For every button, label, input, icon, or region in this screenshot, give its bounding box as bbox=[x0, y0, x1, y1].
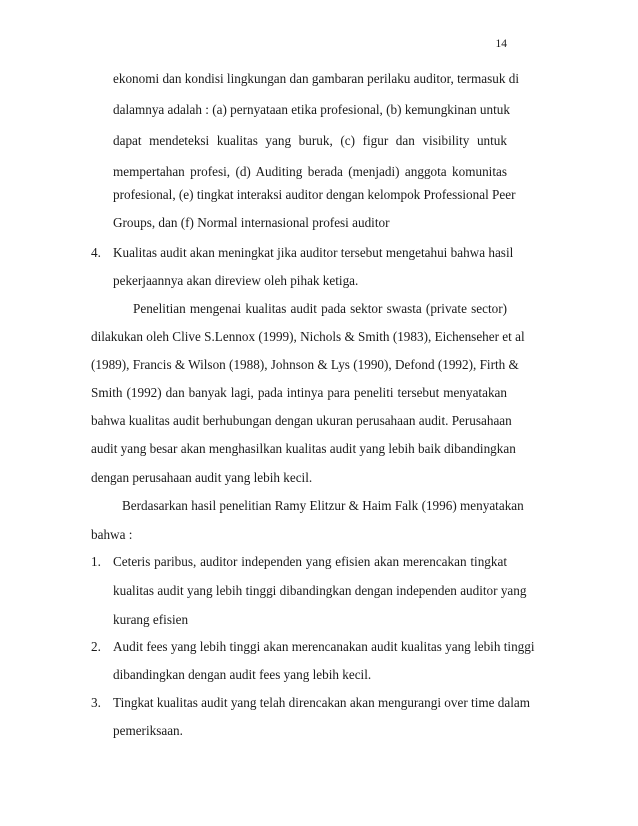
paragraph-line: Berdasarkan hasil penelitian Ramy Elitzur & Haim Falk (1996) menyatakan bbox=[122, 498, 524, 513]
paragraph-line: Smith (1992) dan banyak lagi, pada intinya para peneliti tersebut menyatakan bbox=[91, 385, 507, 400]
list-item-line: kurang efisien bbox=[113, 612, 189, 627]
continuation-line: Groups, dan (f) Normal internasional profesi auditor bbox=[113, 215, 390, 230]
paragraph-line: bahwa : bbox=[91, 527, 133, 542]
paragraph-line: dengan perusahaan audit yang lebih kecil. bbox=[91, 470, 313, 485]
paragraph-line: Penelitian mengenai kualitas audit pada sektor swasta (private sector) bbox=[133, 301, 507, 316]
continuation-line: mempertahan profesi, (d) Auditing berada (menjadi) anggota komunitas bbox=[113, 164, 507, 179]
list-item-line: Kualitas audit akan meningkat jika auditor tersebut mengetahui bahwa hasil bbox=[113, 245, 514, 260]
list-item-number: 4. bbox=[91, 245, 101, 260]
list-item-number: 1. bbox=[91, 554, 101, 569]
paragraph-line: dilakukan oleh Clive S.Lennox (1999), Nichols & Smith (1983), Eichenseher et al bbox=[91, 329, 525, 344]
continuation-line: ekonomi dan kondisi lingkungan dan gambaran perilaku auditor, termasuk di bbox=[113, 71, 519, 86]
paragraph-line: audit yang besar akan menghasilkan kualitas audit yang lebih baik dibandingkan bbox=[91, 441, 516, 456]
paragraph-line: bahwa kualitas audit berhubungan dengan ukuran perusahaan audit. Perusahaan bbox=[91, 413, 512, 428]
list-item-number: 3. bbox=[91, 695, 101, 710]
list-item-line: kualitas audit yang lebih tinggi dibandingkan dengan independen auditor yang bbox=[113, 583, 527, 598]
continuation-line: dapat mendeteksi kualitas yang buruk, (c) figur dan visibility untuk bbox=[113, 133, 507, 148]
continuation-line: dalamnya adalah : (a) pernyataan etika profesional, (b) kemungkinan untuk bbox=[113, 102, 510, 117]
list-item-line: dibandingkan dengan audit fees yang lebih kecil. bbox=[113, 667, 372, 682]
list-item-line: pekerjaannya akan direview oleh pihak ketiga. bbox=[113, 273, 359, 288]
list-item-line: pemeriksaan. bbox=[113, 723, 183, 738]
page-number: 14 bbox=[495, 38, 507, 50]
continuation-line: profesional, (e) tingkat interaksi auditor dengan kelompok Professional Peer bbox=[113, 187, 516, 202]
list-item-number: 2. bbox=[91, 639, 101, 654]
list-item-line: Audit fees yang lebih tinggi akan merencanakan audit kualitas yang lebih tinggi bbox=[113, 639, 535, 654]
list-item-line: Ceteris paribus, auditor independen yang efisien akan merencakan tingkat bbox=[113, 554, 507, 569]
paragraph-line: (1989), Francis & Wilson (1988), Johnson & Lys (1990), Defond (1992), Firth & bbox=[91, 357, 519, 372]
list-item-line: Tingkat kualitas audit yang telah direncakan akan mengurangi over time dalam bbox=[113, 695, 530, 710]
